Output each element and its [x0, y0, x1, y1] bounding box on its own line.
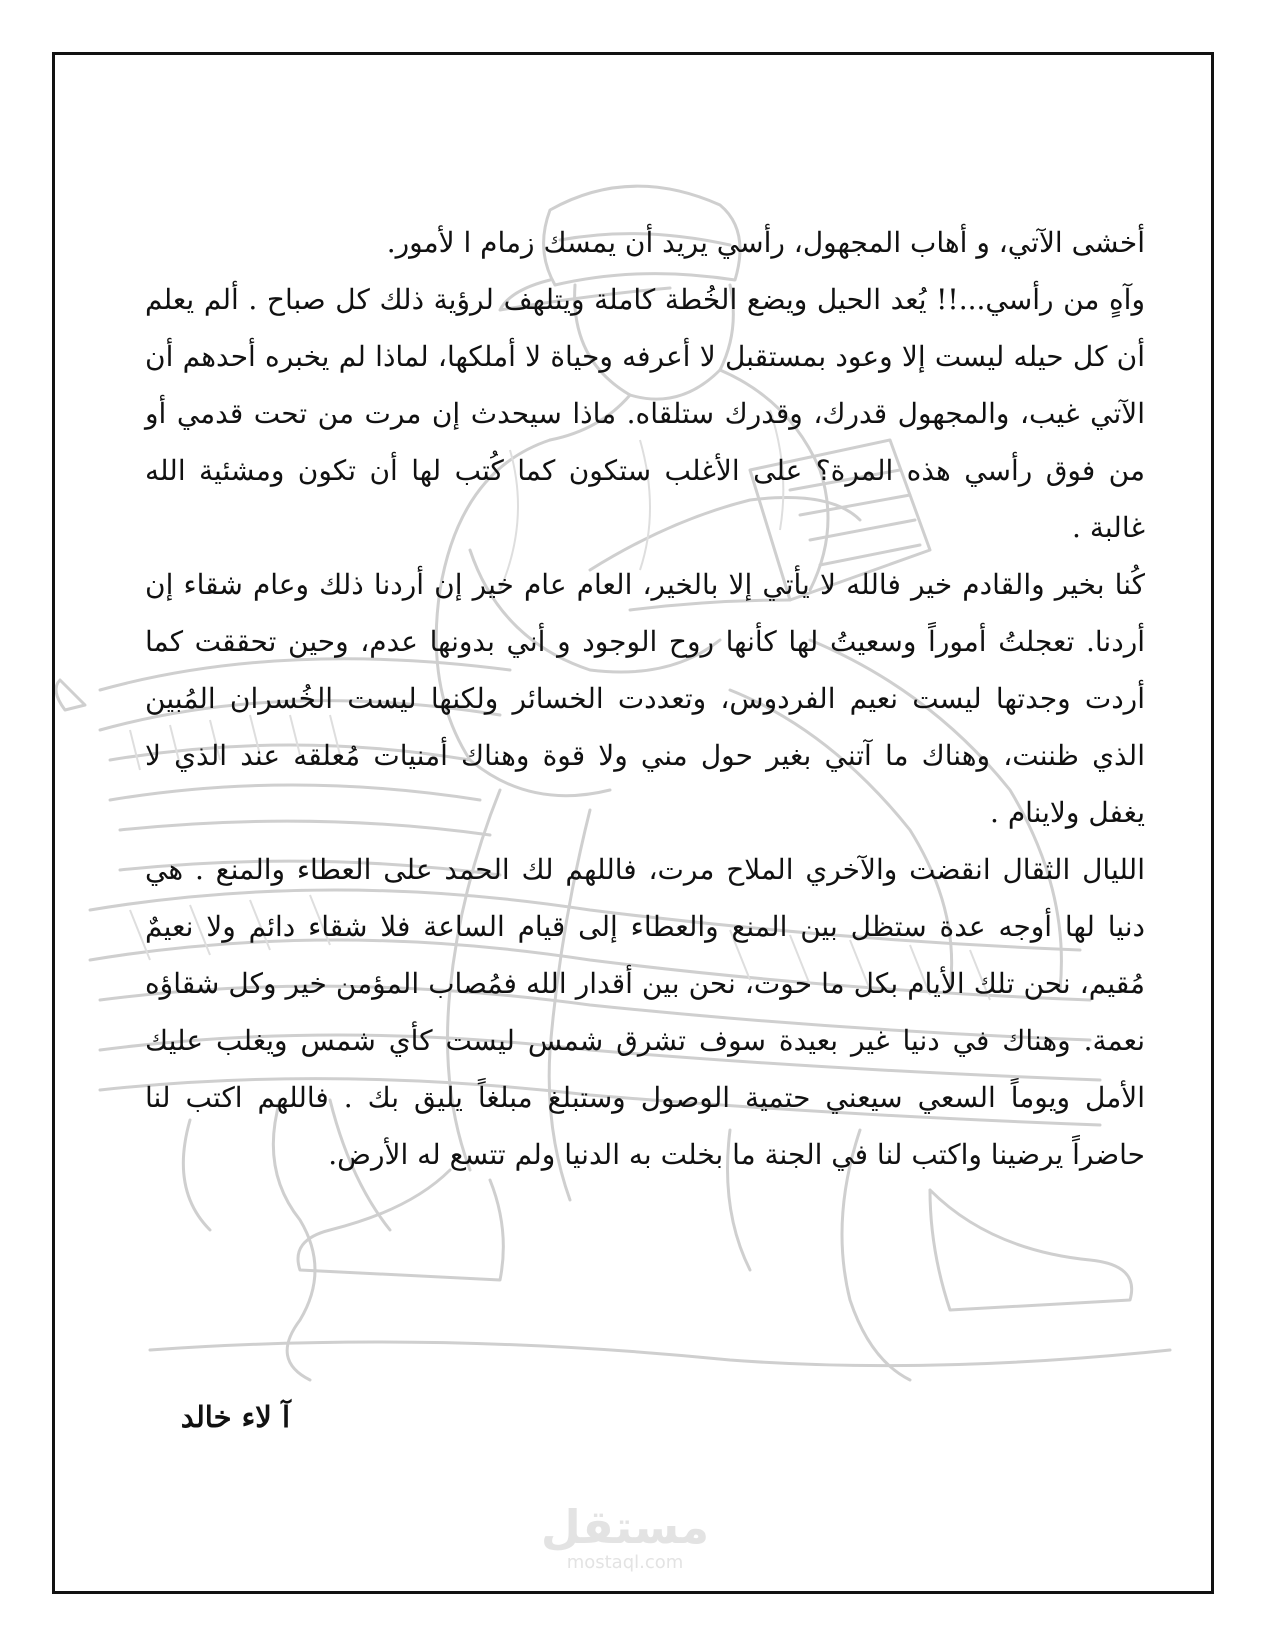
paragraph-4: الليال الثقال انقضت والآخري الملاح مرت، فاللهم لك الحمد على العطاء والمنع . هي دنيا لها أوجه عدة ستظل بين المنع والعطاء إلى قيام الساعة فلا شقاء دائم ولا نعيمٌ مُقيم، نحن تلك الأيام بكل ما حوت، نحن بين أقدار الله فمُصاب المؤمن خير وكل شقاؤه نعمة. وهناك في دنيا غير بعيدة سوف تشرق شمس ليست كأي شمس ويغلب عليك الأمل ويوماً السعي سيعني حتمية الوصول وستبلغ مبلغاً يليق بك . فاللهم اكتب لنا حاضراً يرضينا واكتب لنا في الجنة ما بخلت به الدنيا ولم تتسع له الأرض.	[145, 853, 1145, 1171]
paragraph-3: كُنا بخير والقادم خير فالله لا يأتي إلا بالخير، العام عام خير إن أردنا ذلك وعام شقاء إن أردنا. تعجلتُ أموراً وسعيتُ لها كأنها روح الوجود و أني بدونها عدم، وحين تحققت كما أردت وجدتها ليست نعيم الفردوس، وتعددت الخسائر ولكنها ليست الخُسران المُبين الذي ظننت، وهناك ما آتني بغير حول مني ولا قوة وهناك أمنيات مُعلقه عند الذي لا يغفل ولاينام .	[145, 568, 1145, 829]
paragraph-2: وآهٍ من رأسي...!! يُعد الحيل ويضع الخُطة كاملة ويتلهف لرؤية ذلك كل صباح . ألم يعلم أن كل حيله ليست إلا وعود بمستقبل لا أعرفه وحياة لا أملكها، لماذا لم يخبره أحدهم أن الآتي غيب، والمجهول قدرك، وقدرك ستلقاه. ماذا سيحدث إن مرت من تحت قدمي أو من فوق رأسي هذه المرة؟ على الأغلب ستكون كما كُتب لها أن تكون ومشئية الله غالبة .	[145, 283, 1145, 544]
watermark-logo-text: مستقل	[540, 1500, 710, 1554]
essay-body	[145, 214, 1145, 1183]
paragraph-1: أخشى الآتي، و أهاب المجهول، رأسي يريد أن يمسك زمام ا لأمور.	[386, 226, 1145, 259]
author-signature: آ لاء خالد	[180, 1400, 290, 1434]
watermark-url: mostaql.com	[566, 1552, 684, 1573]
watermark	[540, 1502, 710, 1574]
